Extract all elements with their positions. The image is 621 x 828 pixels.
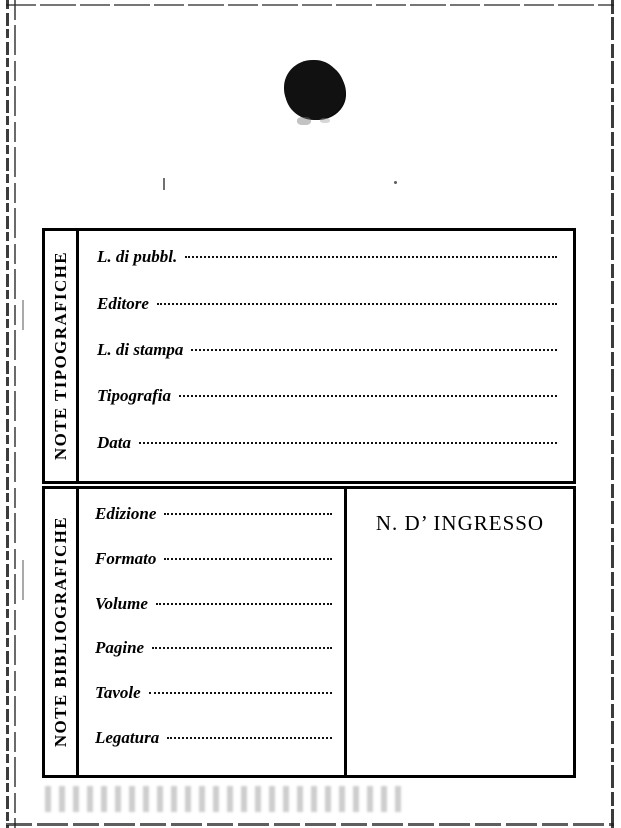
stray-mark-2 (394, 181, 397, 184)
stray-mark-4 (22, 560, 24, 600)
note-tipografiche-fields (79, 231, 573, 481)
field-label-tavole: Tavole (95, 682, 141, 702)
ink-smudge-right (320, 118, 330, 123)
note-bibliografiche-title: NOTE BIBLIOGRAFICHE (50, 516, 70, 748)
field-label-tipografia: Tipografia (97, 386, 171, 406)
field-input-volume[interactable] (156, 603, 332, 605)
ink-blot-icon (285, 62, 345, 120)
field-row (97, 247, 557, 281)
field-input-formato[interactable] (164, 558, 332, 560)
note-bibliografiche-content (79, 489, 573, 775)
ink-smudge-left (297, 117, 311, 125)
scan-noise-bottom (45, 786, 405, 812)
field-row (97, 340, 557, 374)
field-label-volume: Volume (95, 593, 148, 613)
note-bibliografiche-block (42, 486, 576, 778)
numero-ingresso-title: N. D’ INGRESSO (375, 511, 545, 535)
note-tipografiche-title: NOTE TIPOGRAFICHE (50, 251, 70, 461)
field-input-tavole[interactable] (149, 692, 332, 694)
field-row (95, 683, 332, 717)
scan-edge-left (6, 0, 9, 828)
field-row (95, 594, 332, 628)
field-row (95, 549, 332, 583)
field-input-editore[interactable] (157, 303, 557, 305)
field-row (97, 433, 557, 467)
field-row (95, 728, 332, 762)
field-input-pagine[interactable] (152, 647, 332, 649)
scan-edge-bottom (6, 823, 614, 826)
note-tipografiche-label-column (45, 231, 79, 481)
field-input-legatura[interactable] (167, 737, 332, 739)
note-bibliografiche-label-column (45, 489, 79, 775)
field-input-edizione[interactable] (164, 513, 332, 515)
field-row (97, 386, 557, 420)
field-label-editore: Editore (97, 293, 149, 313)
field-label-formato: Formato (95, 548, 157, 568)
scan-edge-top (6, 4, 614, 6)
field-row (95, 638, 332, 672)
field-label-l-di-pubbl: L. di pubbl. (97, 247, 178, 267)
note-tipografiche-block (42, 228, 576, 484)
note-bibliografiche-fields (79, 489, 347, 775)
field-label-data: Data (97, 432, 131, 452)
field-label-l-di-stampa: L. di stampa (97, 339, 184, 359)
stray-mark-3 (22, 300, 24, 330)
field-input-l-di-stampa[interactable] (191, 349, 557, 351)
field-row (95, 504, 332, 538)
field-label-legatura: Legatura (95, 727, 160, 747)
scan-edge-left-inner (14, 0, 16, 828)
scan-edge-right (611, 0, 614, 828)
field-label-pagine: Pagine (95, 638, 145, 658)
field-input-data[interactable] (139, 442, 557, 444)
stray-mark-1 (163, 178, 165, 190)
numero-ingresso-box[interactable] (347, 489, 573, 775)
field-input-l-di-pubbl[interactable] (185, 256, 557, 258)
field-label-edizione: Edizione (95, 504, 157, 524)
field-row (97, 294, 557, 328)
field-input-tipografia[interactable] (179, 395, 557, 397)
